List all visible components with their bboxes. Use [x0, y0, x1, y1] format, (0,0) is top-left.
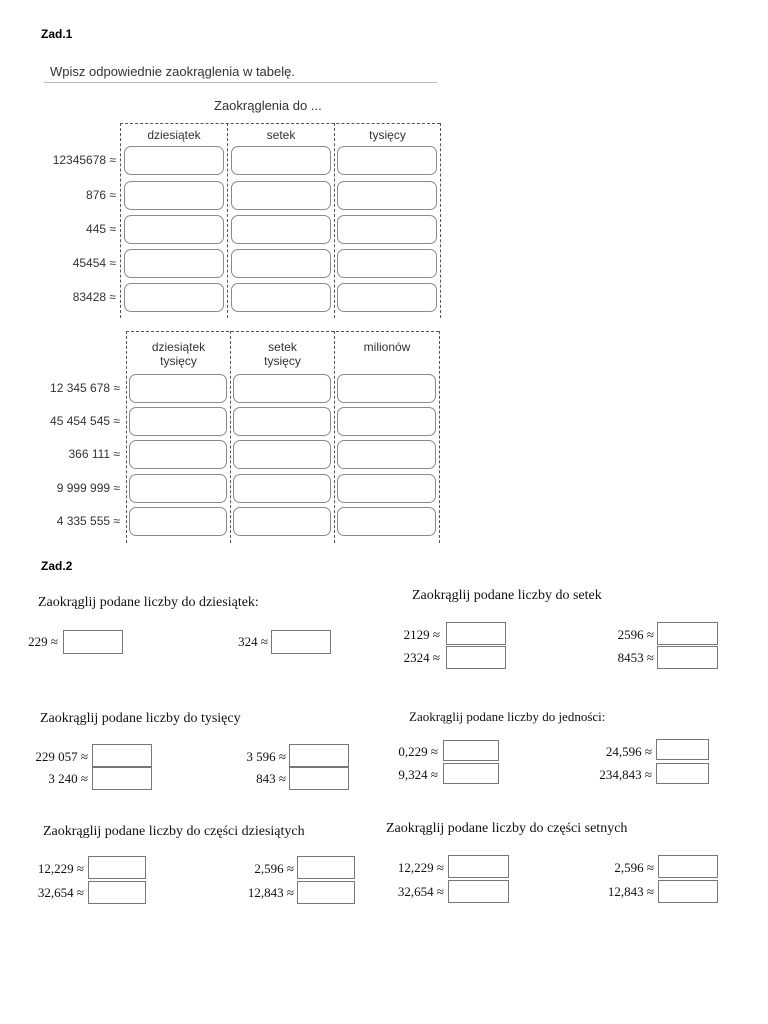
number-label: 843 ≈ [256, 771, 286, 786]
row-label: 366 111 ≈ [68, 447, 120, 461]
row-label: 45 454 545 ≈ [50, 414, 120, 428]
exercise-title: Zaokrąglij podane liczby do jedności: [409, 709, 606, 724]
header-line: milionów [363, 340, 411, 354]
answer-cell[interactable] [337, 440, 436, 469]
exercise-title: Zaokrąglij podane liczby do setek [412, 588, 602, 603]
column-divider [334, 123, 335, 318]
answer-box[interactable] [443, 763, 499, 784]
number-label: 8453 ≈ [617, 650, 654, 665]
number-label: 3 596 ≈ [246, 749, 286, 764]
answer-cell[interactable] [337, 407, 436, 436]
table-top-border [126, 331, 439, 332]
answer-cell[interactable] [124, 249, 224, 278]
answer-cell[interactable] [231, 146, 331, 175]
row-label: 83428 ≈ [72, 290, 116, 304]
answer-cell[interactable] [233, 507, 331, 536]
zad2-heading: Zad.2 [41, 559, 73, 573]
number-label: 24,596 ≈ [605, 744, 652, 759]
answer-cell[interactable] [337, 507, 436, 536]
column-header-tysiecy: tysięcy [369, 128, 406, 142]
number-label: 32,654 ≈ [37, 885, 84, 900]
row-label: 45454 ≈ [72, 256, 116, 270]
header-line: tysięcy [160, 354, 197, 368]
number-label: 12,843 ≈ [607, 884, 654, 899]
answer-cell[interactable] [233, 474, 331, 503]
number-label: 324 ≈ [238, 634, 268, 649]
answer-cell[interactable] [233, 440, 331, 469]
answer-box[interactable] [297, 881, 355, 904]
answer-box[interactable] [63, 630, 123, 654]
instruction-underline [44, 82, 437, 83]
answer-box[interactable] [289, 767, 349, 790]
answer-cell[interactable] [124, 146, 224, 175]
answer-cell[interactable] [129, 507, 227, 536]
column-header-dziesiatek-tysiecy [127, 340, 230, 368]
answer-box[interactable] [656, 763, 709, 784]
number-label: 229 ≈ [28, 634, 58, 649]
number-label: 2,596 ≈ [254, 861, 294, 876]
exercise-title: Zaokrąglij podane liczby do części setnych [386, 821, 628, 836]
column-divider [227, 123, 228, 318]
answer-cell[interactable] [129, 474, 227, 503]
answer-box[interactable] [658, 855, 718, 878]
rounding-caption: Zaokrąglenia do ... [214, 98, 322, 113]
number-label: 2,596 ≈ [614, 860, 654, 875]
answer-cell[interactable] [337, 181, 437, 210]
number-label: 234,843 ≈ [599, 767, 652, 782]
column-divider [439, 331, 440, 543]
answer-box[interactable] [658, 880, 718, 903]
column-header-setek-tysiecy [231, 340, 334, 368]
answer-cell[interactable] [124, 283, 224, 312]
row-label: 4 335 555 ≈ [56, 514, 120, 528]
header-line: setek [268, 340, 297, 354]
column-divider [120, 123, 121, 318]
answer-cell[interactable] [231, 283, 331, 312]
answer-box[interactable] [443, 740, 499, 761]
number-label: 12,229 ≈ [37, 861, 84, 876]
answer-box[interactable] [657, 646, 718, 669]
exercise-title: Zaokrąglij podane liczby do części dziesiątych [43, 824, 305, 839]
number-label: 12,229 ≈ [397, 860, 444, 875]
header-line: tysięcy [264, 354, 301, 368]
column-divider [440, 123, 441, 318]
answer-cell[interactable] [337, 215, 437, 244]
number-label: 2596 ≈ [617, 627, 654, 642]
answer-cell[interactable] [124, 215, 224, 244]
answer-box[interactable] [297, 856, 355, 879]
exercise-title: Zaokrąglij podane liczby do tysięcy [40, 711, 241, 726]
number-label: 0,229 ≈ [398, 744, 438, 759]
row-label: 445 ≈ [86, 222, 116, 236]
answer-box[interactable] [92, 744, 152, 767]
answer-box[interactable] [289, 744, 349, 767]
answer-cell[interactable] [124, 181, 224, 210]
column-divider [334, 331, 335, 543]
answer-cell[interactable] [337, 249, 437, 278]
column-header-setek: setek [266, 128, 296, 142]
answer-box[interactable] [92, 767, 152, 790]
exercise-title: Zaokrąglij podane liczby do dziesiątek: [38, 595, 259, 610]
zad1-heading: Zad.1 [41, 27, 73, 41]
number-label: 9,324 ≈ [398, 767, 438, 782]
answer-box[interactable] [88, 881, 146, 904]
answer-box[interactable] [657, 622, 718, 645]
zad1-instruction: Wpisz odpowiednie zaokrąglenia w tabelę. [50, 64, 295, 79]
answer-box[interactable] [448, 855, 509, 878]
number-label: 2324 ≈ [403, 650, 440, 665]
header-line: dziesiątek [151, 340, 206, 354]
answer-box[interactable] [656, 739, 709, 760]
row-label: 876 ≈ [86, 188, 116, 202]
row-label: 9 999 999 ≈ [56, 481, 120, 495]
answer-cell[interactable] [129, 407, 227, 436]
answer-cell[interactable] [337, 283, 437, 312]
number-label: 32,654 ≈ [397, 884, 444, 899]
answer-cell[interactable] [129, 440, 227, 469]
answer-box[interactable] [446, 622, 506, 645]
row-label: 12 345 678 ≈ [50, 381, 120, 395]
column-header-milionow [335, 340, 439, 354]
answer-cell[interactable] [233, 407, 331, 436]
row-label: 12345678 ≈ [52, 153, 116, 167]
answer-box[interactable] [448, 880, 509, 903]
answer-box[interactable] [271, 630, 331, 654]
number-label: 229 057 ≈ [35, 749, 88, 764]
answer-cell[interactable] [231, 215, 331, 244]
answer-cell[interactable] [231, 181, 331, 210]
table-top-border [120, 123, 440, 124]
answer-cell[interactable] [129, 374, 227, 403]
answer-cell[interactable] [231, 249, 331, 278]
number-label: 12,843 ≈ [247, 885, 294, 900]
answer-cell[interactable] [233, 374, 331, 403]
answer-box[interactable] [88, 856, 146, 879]
number-label: 3 240 ≈ [48, 771, 88, 786]
answer-cell[interactable] [337, 146, 437, 175]
answer-cell[interactable] [337, 374, 436, 403]
answer-box[interactable] [446, 646, 506, 669]
column-header-dziesiatek: dziesiątek [147, 128, 201, 142]
answer-cell[interactable] [337, 474, 436, 503]
number-label: 2129 ≈ [403, 627, 440, 642]
